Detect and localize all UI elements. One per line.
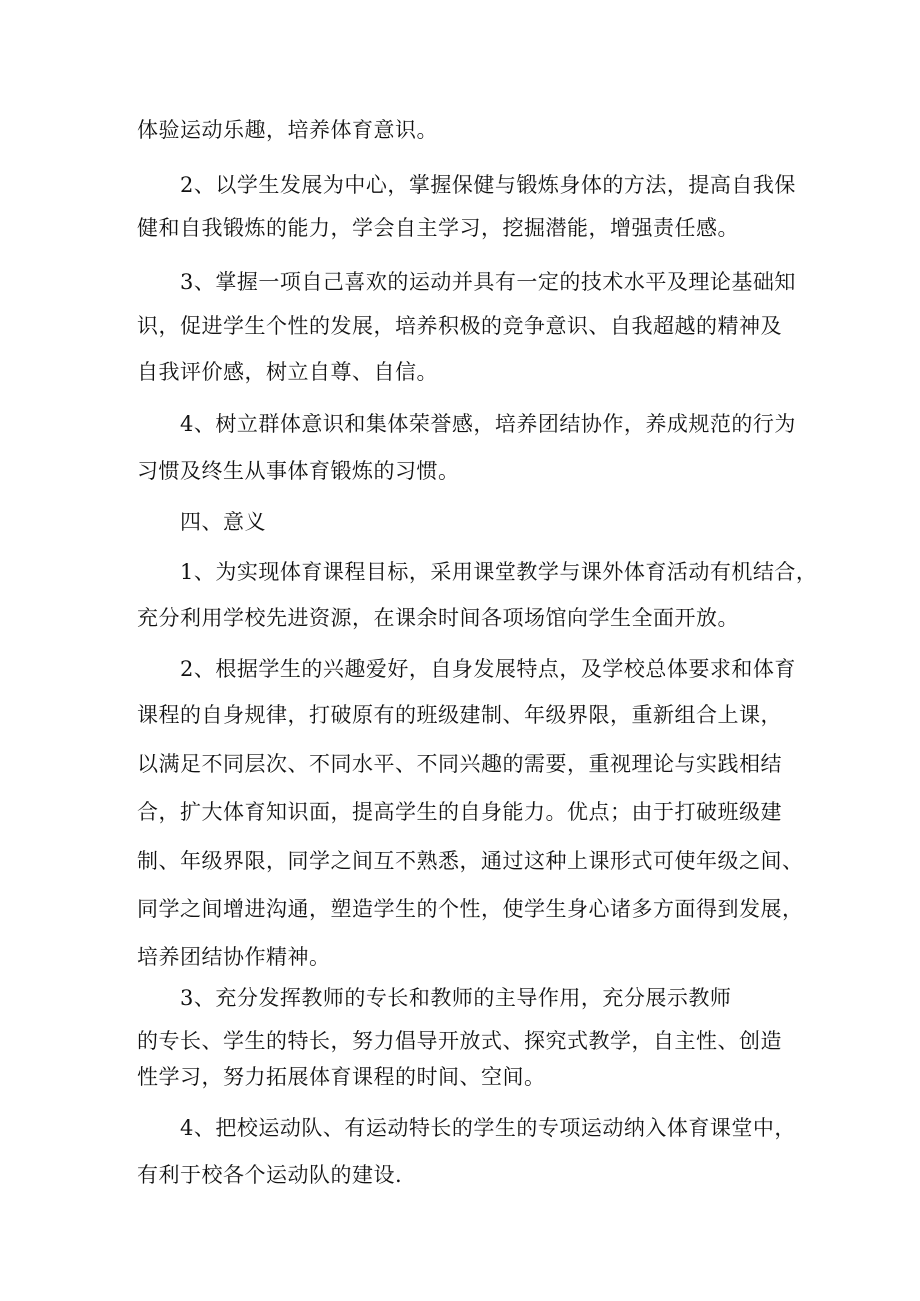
- list-item-4-line-2: 习惯及终生从事体育锻炼的习惯。: [137, 459, 460, 483]
- meaning-item-1-line-1: 1、为实现体育课程目标，采用课堂教学与课外体育活动有机结合，: [180, 560, 818, 584]
- list-item-3-line-3: 自我评价感，树立自尊、自信。: [137, 360, 438, 384]
- meaning-item-4-line-1: 4、把校运动队、有运动特长的学生的专项运动纳入体育课堂中，: [180, 1116, 796, 1140]
- meaning-item-3-line-2: 的专长、学生的特长，努力倡导开放式、探究式教学，自主性、创造: [137, 1029, 782, 1053]
- meaning-item-3-line-3: 性学习，努力拓展体育课程的时间、空间。: [137, 1065, 546, 1089]
- list-item-2-line-1: 2、以学生发展为中心，掌握保健与锻炼身体的方法，提高自我保: [180, 173, 796, 197]
- meaning-item-1-line-2: 充分利用学校先进资源，在课余时间各项场馆向学生全面开放。: [137, 606, 739, 630]
- list-item-3-line-2: 识，促进学生个性的发展，培养积极的竞争意识、自我超越的精神及: [137, 314, 782, 338]
- meaning-item-2-line-6: 同学之间增进沟通，塑造学生的个性，使学生身心诸多方面得到发展，: [137, 897, 804, 921]
- meaning-item-2-line-4: 合，扩大体育知识面，提高学生的自身能力。优点；由于打破班级建: [137, 800, 782, 824]
- section-heading: 四、意义: [180, 510, 266, 534]
- meaning-item-3-line-1: 3、充分发挥教师的专长和教师的主导作用，充分展示教师: [180, 986, 732, 1010]
- body-text-line: 体验运动乐趣，培养体育意识。: [137, 118, 438, 142]
- meaning-item-2-line-3: 以满足不同层次、不同水平、不同兴趣的需要，重视理论与实践相结: [137, 752, 782, 776]
- meaning-item-2-line-1: 2、根据学生的兴趣爱好，自身发展特点，及学校总体要求和体育: [180, 657, 796, 681]
- list-item-4-line-1: 4、树立群体意识和集体荣誉感，培养团结协作，养成规范的行为: [180, 412, 796, 436]
- list-item-2-line-2: 健和自我锻炼的能力，学会自主学习，挖掘潜能，增强责任感。: [137, 216, 739, 240]
- meaning-item-2-line-2: 课程的自身规律，打破原有的班级建制、年级界限，重新组合上课，: [137, 703, 782, 727]
- meaning-item-2-line-7: 培养团结协作精神。: [137, 945, 331, 969]
- list-item-3-line-1: 3、掌握一项自己喜欢的运动并具有一定的技术水平及理论基础知: [180, 270, 796, 294]
- meaning-item-4-line-2: 有利于校各个运动队的建设.: [137, 1163, 403, 1187]
- meaning-item-2-line-5: 制、年级界限，同学之间互不熟悉，通过这种上课形式可使年级之间、: [137, 849, 804, 873]
